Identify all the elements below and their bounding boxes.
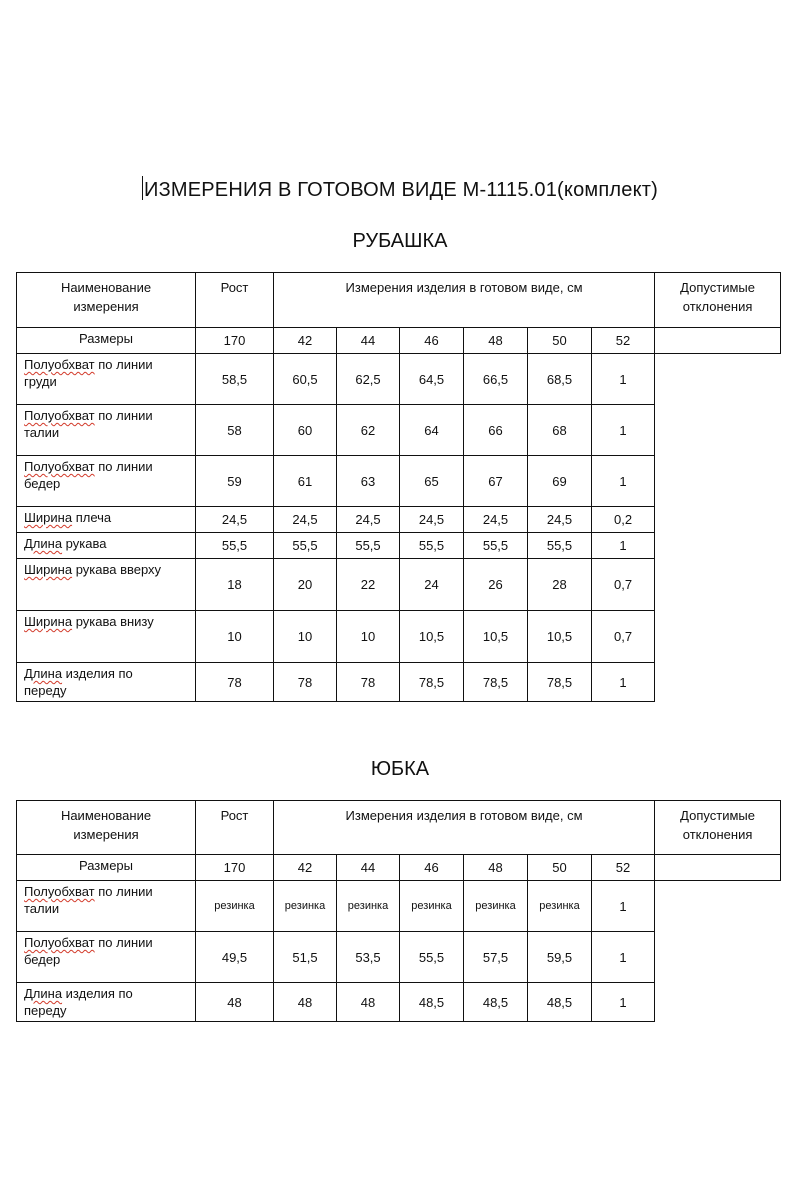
measurement-row [17, 456, 781, 507]
measurement-name: Полуобхват по линии талии [17, 881, 196, 932]
value-cell: резинка [196, 881, 274, 932]
value-cell: 48,5 [464, 983, 528, 1022]
value-cell: 69 [528, 456, 592, 507]
measurement-name: Полуобхват по линии груди [17, 354, 196, 405]
value-cell: 78 [274, 663, 337, 702]
size-cell: 46 [400, 328, 464, 354]
measurement-row [17, 533, 781, 559]
measurement-row [17, 405, 781, 456]
measurement-row [17, 932, 781, 983]
measurements-header: Измерения изделия в готовом виде, см [274, 273, 655, 328]
value-cell: резинка [274, 881, 337, 932]
tolerance-header: Допустимые отклонения [655, 273, 781, 328]
name-header: Наименование измерения [17, 801, 196, 855]
skirt-measurements-table [16, 800, 781, 1022]
tolerance-value: 1 [592, 983, 655, 1022]
value-cell: 66 [464, 405, 528, 456]
tolerance-value: 0,7 [592, 611, 655, 663]
value-cell: 60,5 [274, 354, 337, 405]
value-cell: 55,5 [528, 533, 592, 559]
value-cell: 10 [337, 611, 400, 663]
measurement-row [17, 559, 781, 611]
value-cell: 55,5 [274, 533, 337, 559]
tolerance-value: 1 [592, 405, 655, 456]
height-header: Рост [196, 801, 274, 855]
size-cell: 44 [337, 855, 400, 881]
size-cell: 48 [464, 328, 528, 354]
value-cell: резинка [464, 881, 528, 932]
value-cell: 24,5 [337, 507, 400, 533]
value-cell: 28 [528, 559, 592, 611]
measurement-row [17, 663, 781, 702]
shirt-measurements-table [16, 272, 781, 702]
height-header: Рост [196, 273, 274, 328]
table-header-row [17, 273, 781, 328]
tolerance-value: 1 [592, 932, 655, 983]
table-header-row [17, 801, 781, 855]
value-cell: 48,5 [400, 983, 464, 1022]
sizes-label: Размеры [17, 328, 196, 354]
measurement-name: Полуобхват по линии талии [17, 405, 196, 456]
value-cell: 60 [274, 405, 337, 456]
value-cell: 48 [196, 983, 274, 1022]
measurement-name: Ширина рукава вверху [17, 559, 196, 611]
value-cell: 62,5 [337, 354, 400, 405]
size-cell: 42 [274, 855, 337, 881]
tolerance-value: 1 [592, 663, 655, 702]
value-cell: 57,5 [464, 932, 528, 983]
measurement-name: Ширина рукава внизу [17, 611, 196, 663]
value-cell: 78,5 [464, 663, 528, 702]
size-cell: 48 [464, 855, 528, 881]
value-cell: 48 [274, 983, 337, 1022]
measurement-row [17, 983, 781, 1022]
tolerance-value: 1 [592, 881, 655, 932]
value-cell: 65 [400, 456, 464, 507]
value-cell: 63 [337, 456, 400, 507]
value-cell: 55,5 [196, 533, 274, 559]
tolerance-header: Допустимые отклонения [655, 801, 781, 855]
size-cell: 50 [528, 855, 592, 881]
value-cell: 78,5 [528, 663, 592, 702]
value-cell: 22 [337, 559, 400, 611]
skirt-rows [17, 881, 781, 1022]
value-cell: 26 [464, 559, 528, 611]
value-cell: 49,5 [196, 932, 274, 983]
value-cell: 51,5 [274, 932, 337, 983]
measurement-name: Ширина плеча [17, 507, 196, 533]
measurement-name: Длина изделия по переду [17, 983, 196, 1022]
skirt-section-title: ЮБКА [370, 758, 430, 780]
value-cell: 78 [337, 663, 400, 702]
value-cell: 64,5 [400, 354, 464, 405]
empty-cell [655, 328, 781, 354]
value-cell: 48,5 [528, 983, 592, 1022]
value-cell: 58,5 [196, 354, 274, 405]
size-cell: 42 [274, 328, 337, 354]
value-cell: 24,5 [274, 507, 337, 533]
value-cell: 78 [196, 663, 274, 702]
value-cell: 55,5 [400, 932, 464, 983]
value-cell: 67 [464, 456, 528, 507]
value-cell: 24,5 [196, 507, 274, 533]
size-cell: 46 [400, 855, 464, 881]
value-cell: 55,5 [400, 533, 464, 559]
value-cell: резинка [337, 881, 400, 932]
value-cell: 66,5 [464, 354, 528, 405]
value-cell: 64 [400, 405, 464, 456]
value-cell: 61 [274, 456, 337, 507]
value-cell: 20 [274, 559, 337, 611]
value-cell: 55,5 [337, 533, 400, 559]
value-cell: 53,5 [337, 932, 400, 983]
value-cell: 10 [274, 611, 337, 663]
measurement-name: Полуобхват по линии бедер [17, 932, 196, 983]
tolerance-value: 0,2 [592, 507, 655, 533]
value-cell: 55,5 [464, 533, 528, 559]
value-cell: 68 [528, 405, 592, 456]
value-cell: 58 [196, 405, 274, 456]
shirt-section-title: РУБАШКА [352, 230, 448, 252]
measurement-name: Полуобхват по линии бедер [17, 456, 196, 507]
value-cell: резинка [400, 881, 464, 932]
value-cell: 10,5 [400, 611, 464, 663]
height-value: 170 [196, 328, 274, 354]
value-cell: резинка [528, 881, 592, 932]
document-title: ИЗМЕРЕНИЯ В ГОТОВОМ ВИДЕ М-1115.01(комплект) [0, 176, 800, 202]
tolerance-value: 1 [592, 456, 655, 507]
value-cell: 24,5 [464, 507, 528, 533]
value-cell: 24 [400, 559, 464, 611]
measurements-header: Измерения изделия в готовом виде, см [274, 801, 655, 855]
sizes-row [17, 328, 781, 354]
height-value: 170 [196, 855, 274, 881]
size-cell: 52 [592, 328, 655, 354]
value-cell: 24,5 [528, 507, 592, 533]
measurement-row [17, 881, 781, 932]
sizes-row [17, 855, 781, 881]
tolerance-value: 1 [592, 533, 655, 559]
value-cell: 10,5 [528, 611, 592, 663]
measurement-name: Длина изделия по переду [17, 663, 196, 702]
text-cursor [142, 176, 143, 200]
measurement-row [17, 611, 781, 663]
value-cell: 59,5 [528, 932, 592, 983]
sizes-label: Размеры [17, 855, 196, 881]
name-header: Наименование измерения [17, 273, 196, 328]
size-cell: 44 [337, 328, 400, 354]
measurement-row [17, 507, 781, 533]
tolerance-value: 1 [592, 354, 655, 405]
shirt-rows [17, 354, 781, 702]
value-cell: 24,5 [400, 507, 464, 533]
empty-cell [655, 855, 781, 881]
value-cell: 18 [196, 559, 274, 611]
value-cell: 59 [196, 456, 274, 507]
value-cell: 10 [196, 611, 274, 663]
size-cell: 52 [592, 855, 655, 881]
measurement-row [17, 354, 781, 405]
value-cell: 10,5 [464, 611, 528, 663]
value-cell: 78,5 [400, 663, 464, 702]
value-cell: 68,5 [528, 354, 592, 405]
value-cell: 62 [337, 405, 400, 456]
tolerance-value: 0,7 [592, 559, 655, 611]
size-cell: 50 [528, 328, 592, 354]
measurement-name: Длина рукава [17, 533, 196, 559]
value-cell: 48 [337, 983, 400, 1022]
